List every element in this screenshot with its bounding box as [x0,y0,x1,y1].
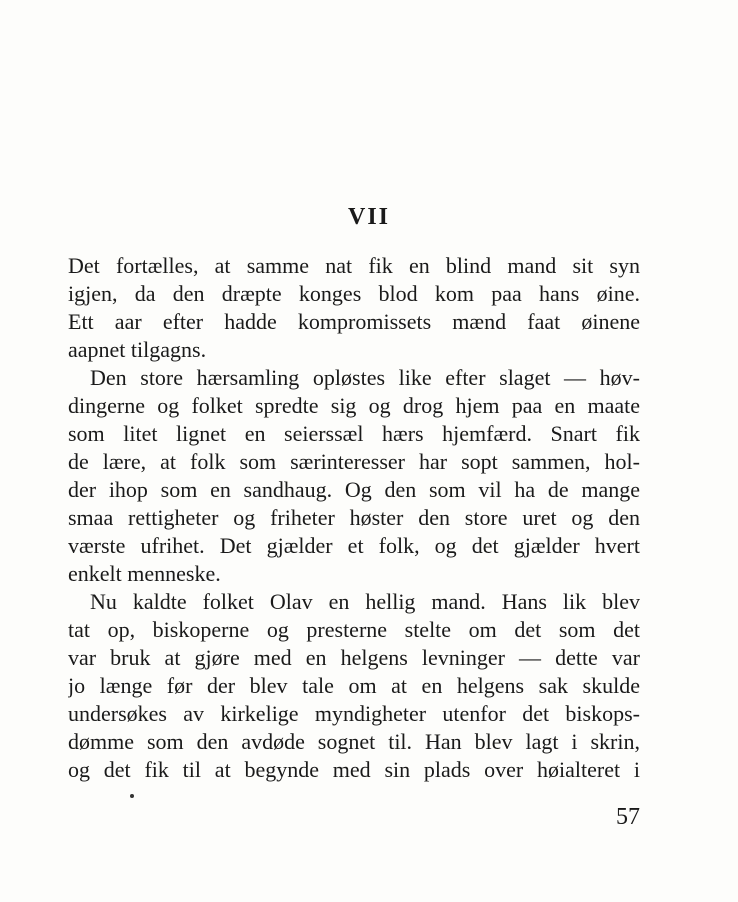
text-line: de lære, at folk som særinteresser har sopt sammen, hol- [68,449,640,474]
text-line: som litet lignet en seierssæl hærs hjemfærd. Snart fik [68,421,640,446]
chapter-heading: VII [347,204,390,230]
text-line: Nu kaldte folket Olav en hellig mand. Hans lik blev [90,589,640,614]
text-line: jo længe før der blev tale om at en helgens sak skulde [68,673,640,698]
page-number: 57 [616,804,640,830]
text-line: Ett aar efter hadde kompromissets mænd faat øinene [68,309,640,334]
text-line: værste ufrihet. Det gjælder et folk, og det gjælder hvert [68,533,640,558]
text-line: igjen, da den dræpte konges blod kom paa hans øine. [68,281,640,306]
text-line: enkelt menneske. [68,561,221,586]
body-text [68,252,640,784]
text-line: tat op, biskoperne og presterne stelte om det som det [68,617,640,642]
text-line: dingerne og folket spredte sig og drog hjem paa en maate [68,393,640,418]
text-line: aapnet tilgagns. [68,337,207,362]
text-line: Det fortælles, at samme nat fik en blind mand sit syn [68,253,640,278]
text-line: var bruk at gjøre med en helgens levninger — dette var [68,645,640,670]
ink-speck [130,794,134,798]
text-line: og det fik til at begynde med sin plads over høialteret i [68,757,640,782]
text-line: smaa rettigheter og friheter høster den store uret og den [68,505,640,530]
text-line: Den store hærsamling opløstes like efter slaget — høv- [90,365,640,390]
text-line: undersøkes av kirkelige myndigheter utenfor det biskops- [68,701,640,726]
text-line: der ihop som en sandhaug. Og den som vil ha de mange [68,477,640,502]
text-line: dømme som den avdøde sognet til. Han blev lagt i skrin, [68,729,640,754]
